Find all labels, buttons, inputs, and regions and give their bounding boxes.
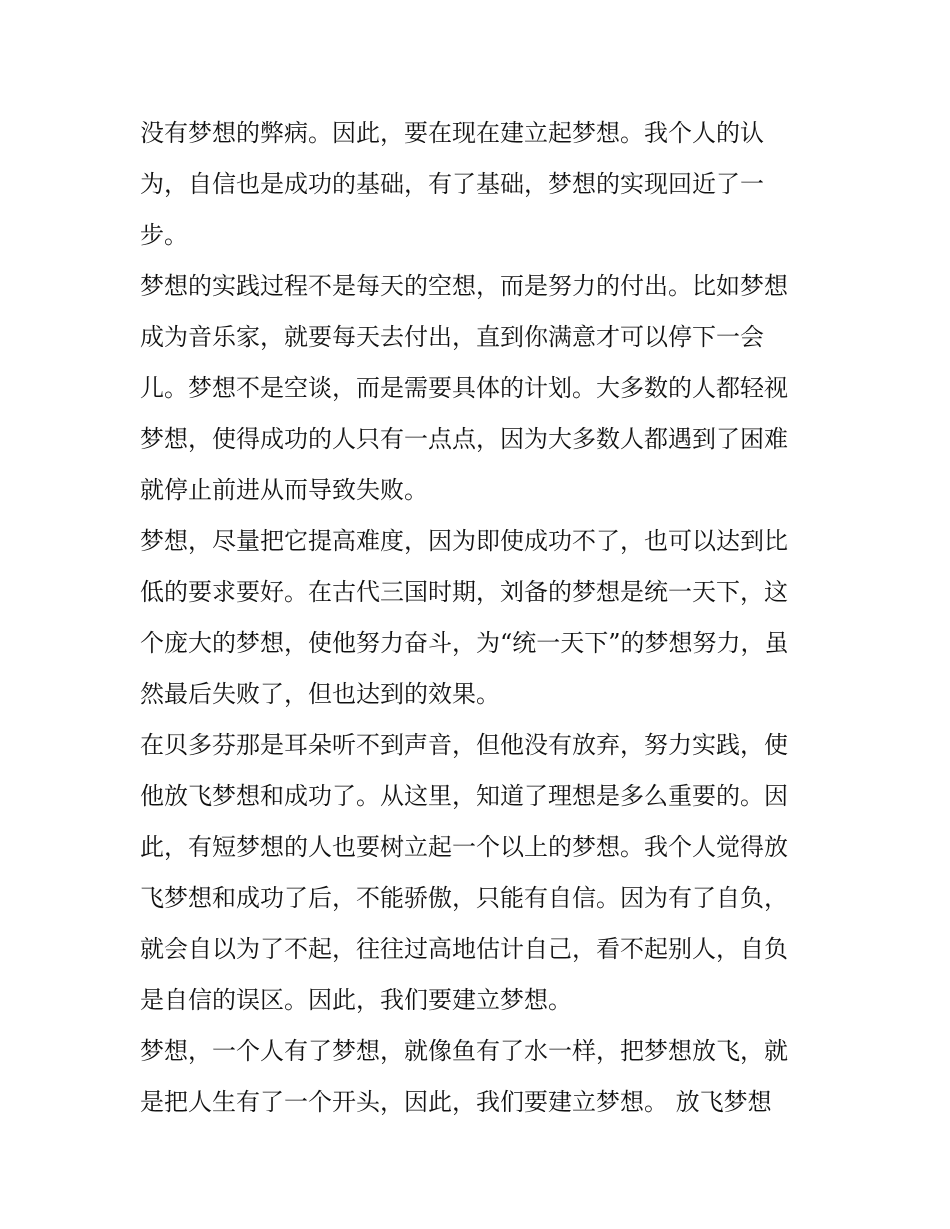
text-line: 然最后失败了，但也达到的效果。 [140, 680, 500, 708]
text-line: 就会自以为了不起，往往过高地估计自己，看不起别人，自负 [140, 935, 788, 963]
text-line: 此，有短梦想的人也要树立起一个以上的梦想。我个人觉得放 [140, 833, 788, 861]
text-line: 为，自信也是成功的基础，有了基础，梦想的实现回近了一 [140, 170, 764, 198]
text-line: 梦想的实践过程不是每天的空想，而是努力的付出。比如梦想 [140, 272, 788, 300]
text-line: 梦想，使得成功的人只有一点点，因为大多数人都遇到了困难 [140, 425, 788, 453]
text-line: 飞梦想和成功了后，不能骄傲，只能有自信。因为有了自负， [140, 884, 788, 912]
text-line: 就停止前进从而导致失败。 [140, 476, 428, 504]
text-line: 低的要求要好。在古代三国时期，刘备的梦想是统一天下，这 [140, 578, 788, 606]
text-line: 没有梦想的弊病。因此，要在现在建立起梦想。我个人的认 [140, 119, 764, 147]
text-line: 是自信的误区。因此，我们要建立梦想。 [140, 986, 572, 1014]
text-line: 成为音乐家，就要每天去付出，直到你满意才可以停下一会 [140, 323, 764, 351]
text-line: 在贝多芬那是耳朵听不到声音，但他没有放弃，努力实践，使 [140, 731, 788, 759]
text-line: 梦想，尽量把它提高难度，因为即使成功不了，也可以达到比 [140, 527, 788, 555]
text-line: 儿。梦想不是空谈，而是需要具体的计划。大多数的人都轻视 [140, 374, 788, 402]
text-line: 步。 [140, 221, 188, 249]
text-line: 梦想，一个人有了梦想，就像鱼有了水一样，把梦想放飞，就 [140, 1037, 788, 1065]
text-line: 个庞大的梦想，使他努力奋斗，为“统一天下”的梦想努力，虽 [140, 629, 789, 657]
document-body [140, 108, 812, 1128]
text-line: 他放飞梦想和成功了。从这里，知道了理想是多么重要的。因 [140, 782, 788, 810]
text-line: 是把人生有了一个开头，因此，我们要建立梦想。 放飞梦想 [140, 1088, 772, 1116]
